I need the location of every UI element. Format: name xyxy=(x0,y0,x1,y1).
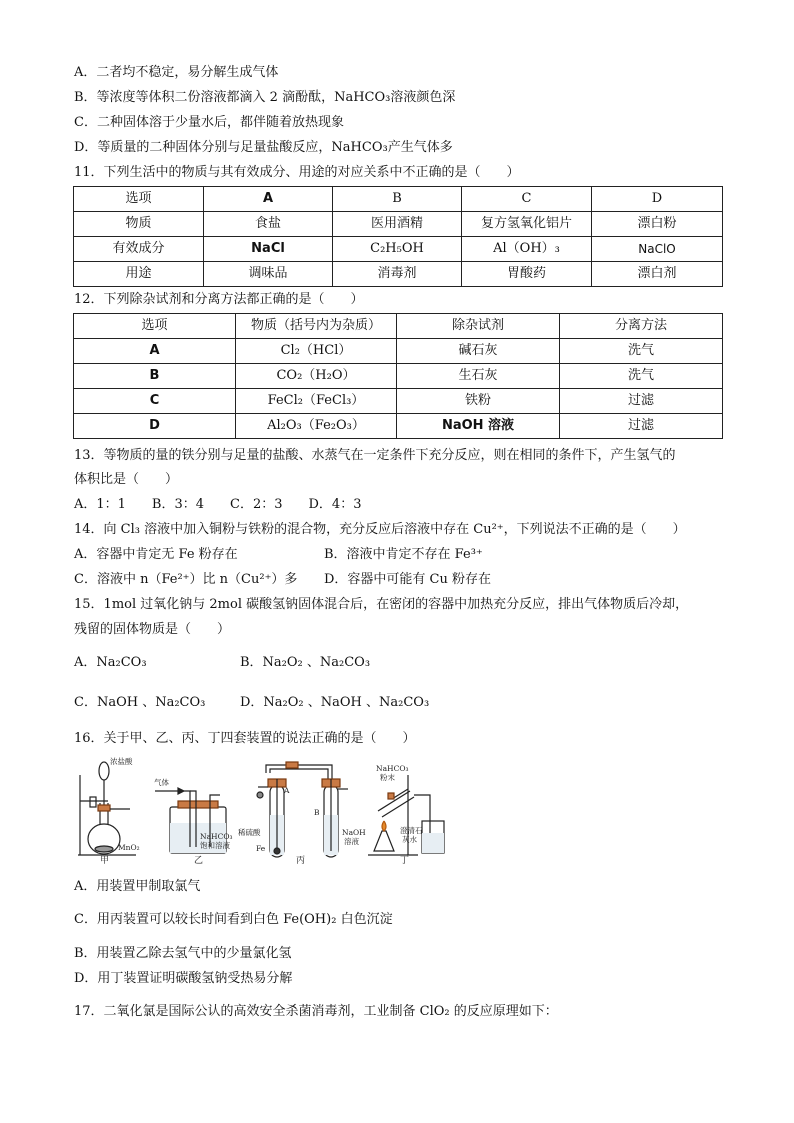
table-cell: 过滤 xyxy=(560,389,723,414)
apparatus-jia xyxy=(78,762,136,855)
table-cell: FeCl₂（FeCl₃） xyxy=(236,389,397,414)
table-cell: A xyxy=(204,187,333,212)
q15-option-c: C．NaOH 、Na₂CO₃ xyxy=(74,695,206,710)
table-cell: 分离方法 xyxy=(560,314,723,339)
q16-option-d: D．用丁装置证明碳酸氢钠受热易分解 xyxy=(74,971,293,986)
table-row xyxy=(74,314,723,339)
label-mno2: MnO₂ xyxy=(118,843,140,852)
table-cell: 食盐 xyxy=(204,212,333,237)
label-nahco3-powder-1: NaHCO₃ xyxy=(376,764,409,773)
table-row xyxy=(74,187,723,212)
table-cell: CO₂（H₂O） xyxy=(236,364,397,389)
label-nahco3-powder-2: 粉末 xyxy=(380,773,395,782)
label-naoh-1: NaOH xyxy=(342,828,366,837)
q15-option-b: B．Na₂O₂ 、Na₂CO₃ xyxy=(240,655,371,670)
q12-stem: 12．下列除杂试剂和分离方法都正确的是（ ） xyxy=(74,292,364,307)
q15-options-row-1 xyxy=(74,654,370,672)
q12-table xyxy=(73,313,723,439)
table-cell: NaClO xyxy=(592,237,723,262)
q15-option-d: D．Na₂O₂ 、NaOH 、Na₂CO₃ xyxy=(240,695,430,710)
label-limewater-1: 澄清石 xyxy=(400,826,423,835)
table-cell: A xyxy=(74,339,236,364)
q14-options-row-1 xyxy=(74,546,483,564)
q14-option-d: D．容器中可能有 Cu 粉存在 xyxy=(324,572,492,587)
table-cell: B xyxy=(74,364,236,389)
q16-option-a: A．用装置甲制取氯气 xyxy=(74,879,201,894)
apparatus-bing xyxy=(257,762,348,857)
q15-stem-1: 15．1mol 过氧化钠与 2mol 碳酸氢钠固体混合后，在密闭的容器中加热充分反应，排出气体物质后冷却， xyxy=(74,597,689,612)
table-row xyxy=(74,389,723,414)
label-bing: 丙 xyxy=(296,856,306,866)
table-row xyxy=(74,212,723,237)
q14-options-row-2 xyxy=(74,571,491,589)
apparatus-figure xyxy=(70,755,460,867)
q16-option-b: B．用装置乙除去氢气中的少量氯化氢 xyxy=(74,946,292,961)
q10-option-c: C．二种固体溶于少量水后，都伴随着放热现象 xyxy=(74,115,344,130)
table-cell: D xyxy=(592,187,723,212)
table-cell: 过滤 xyxy=(560,414,723,439)
label-nahco3-sat-2: 饱和溶液 xyxy=(200,841,230,850)
table-cell: 复方氢氧化铝片 xyxy=(462,212,592,237)
q13-options: A．1：1 B．3：4 C．2：3 D．4：3 xyxy=(74,497,362,512)
table-cell: NaCl xyxy=(204,237,333,262)
label-gas: 气体 xyxy=(154,778,169,787)
table-cell: 除杂试剂 xyxy=(397,314,560,339)
q11-stem: 11．下列生活中的物质与其有效成分、用途的对应关系中不正确的是（ ） xyxy=(74,165,520,180)
table-cell: 消毒剂 xyxy=(333,262,462,287)
table-cell: 物质（括号内为杂质） xyxy=(236,314,397,339)
table-cell: D xyxy=(74,414,236,439)
table-row xyxy=(74,262,723,287)
table-cell: 生石灰 xyxy=(397,364,560,389)
table-cell: C xyxy=(74,389,236,414)
label-ding: 丁 xyxy=(400,856,410,866)
label-conc-hcl: 浓盐酸 xyxy=(110,757,133,766)
table-cell: 漂白粉 xyxy=(592,212,723,237)
q14-stem: 14．向 Cl₃ 溶液中加入铜粉与铁粉的混合物，充分反应后溶液中存在 Cu²⁺，下列说法不正确的是（ ） xyxy=(74,522,686,537)
table-row xyxy=(74,237,723,262)
table-cell: 胃酸药 xyxy=(462,262,592,287)
q14-option-c: C．溶液中 n（Fe²⁺）比 n（Cu²⁺）多 xyxy=(74,572,298,587)
table-cell: 有效成分 xyxy=(74,237,204,262)
q15-option-a: A．Na₂CO₃ xyxy=(74,655,147,670)
q16-stem: 16．关于甲、乙、丙、丁四套装置的说法正确的是（ ） xyxy=(74,731,416,746)
table-cell: 洗气 xyxy=(560,364,723,389)
q16-option-c: C．用丙装置可以较长时间看到白色 Fe(OH)₂ 白色沉淀 xyxy=(74,912,393,927)
table-cell: 选项 xyxy=(74,187,204,212)
table-cell: Al₂O₃（Fe₂O₃） xyxy=(236,414,397,439)
q13-stem-2: 体积比是（ ） xyxy=(74,472,179,487)
q15-stem-2: 残留的固体物质是（ ） xyxy=(74,622,231,637)
q13-stem-1: 13．等物质的量的铁分别与足量的盐酸、水蒸气在一定条件下充分反应，则在相同的条件下，产生氢气的 xyxy=(74,448,676,463)
q17-stem: 17．二氧化氯是国际公认的高效安全杀菌消毒剂，工业制备 ClO₂ 的反应原理如下： xyxy=(74,1004,558,1019)
table-cell: C xyxy=(462,187,592,212)
table-row xyxy=(74,339,723,364)
table-cell: 铁粉 xyxy=(397,389,560,414)
q10-option-d: D．等质量的二种固体分别与足量盐酸反应，NaHCO₃产生气体多 xyxy=(74,140,453,155)
table-cell: 物质 xyxy=(74,212,204,237)
table-cell: 漂白剂 xyxy=(592,262,723,287)
table-cell: 选项 xyxy=(74,314,236,339)
q11-table xyxy=(73,186,723,287)
label-jia: 甲 xyxy=(100,856,110,866)
label-b: B xyxy=(314,808,320,817)
table-cell: Al（OH）₃ xyxy=(462,237,592,262)
table-row xyxy=(74,364,723,389)
q14-option-a: A．容器中肯定无 Fe 粉存在 xyxy=(74,547,238,562)
table-cell: 碱石灰 xyxy=(397,339,560,364)
table-cell: C₂H₅OH xyxy=(333,237,462,262)
label-limewater-2: 灰水 xyxy=(402,835,417,844)
q15-options-row-2 xyxy=(74,694,429,712)
label-a: A xyxy=(284,786,290,795)
label-naoh-2: 溶液 xyxy=(344,837,359,846)
table-cell: 用途 xyxy=(74,262,204,287)
q10-option-b: B．等浓度等体积二份溶液都滴入 2 滴酚酞，NaHCO₃溶液颜色深 xyxy=(74,90,456,105)
table-cell: B xyxy=(333,187,462,212)
label-yi: 乙 xyxy=(194,856,204,866)
table-cell: 调味品 xyxy=(204,262,333,287)
label-nahco3-sat-1: NaHCO₃ xyxy=(200,832,233,841)
label-dilute-h2so4: 稀硫酸 xyxy=(238,828,261,837)
table-cell: NaOH 溶液 xyxy=(397,414,560,439)
table-cell: Cl₂（HCl） xyxy=(236,339,397,364)
q14-option-b: B．溶液中肯定不存在 Fe³⁺ xyxy=(324,547,483,562)
table-cell: 医用酒精 xyxy=(333,212,462,237)
q10-option-a: A．二者均不稳定，易分解生成气体 xyxy=(74,65,279,80)
table-row xyxy=(74,414,723,439)
label-fe: Fe xyxy=(256,844,266,853)
table-cell: 洗气 xyxy=(560,339,723,364)
